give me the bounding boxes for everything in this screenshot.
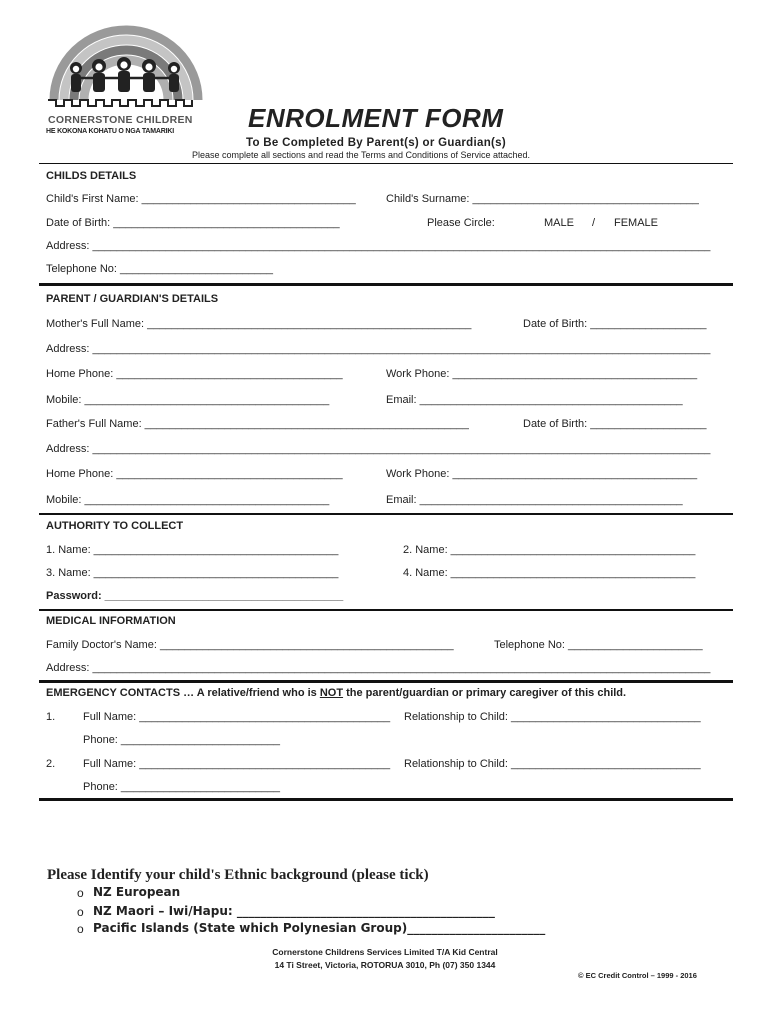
- form-title: ENROLMENT FORM: [248, 103, 504, 133]
- logo-subtitle: HE KOKONA KOHATU O NGA TAMARIKI: [46, 128, 174, 135]
- collector-1-name-field[interactable]: 1. Name: ________________________________________: [46, 544, 339, 556]
- mother-work-phone-field[interactable]: Work Phone: ________________________________________: [386, 368, 698, 380]
- footer-address: 14 Ti Street, Victoria, ROTORUA 3010, Ph (07) 350 1344: [274, 960, 496, 970]
- emergency-1-phone-field[interactable]: Phone: __________________________: [83, 734, 280, 746]
- password-field[interactable]: Password: _______________________________________: [46, 590, 344, 602]
- emergency-1-number: 1.: [46, 711, 56, 723]
- section-divider: [39, 513, 733, 515]
- child-telephone-field[interactable]: Telephone No: _________________________: [46, 263, 273, 275]
- mother-name-field[interactable]: Mother's Full Name: _____________________________________________________: [46, 318, 472, 330]
- section-divider: [39, 680, 733, 683]
- ethnic-checkbox-pacific-islands[interactable]: o: [77, 922, 84, 936]
- section-divider: [39, 283, 733, 286]
- authority-heading: AUTHORITY TO COLLECT: [46, 520, 184, 532]
- emergency-1-name-field[interactable]: Full Name: _________________________________________: [83, 711, 391, 723]
- collector-4-name-field[interactable]: 4. Name: ________________________________________: [403, 567, 696, 579]
- mother-mobile-field[interactable]: Mobile: ________________________________________: [46, 394, 330, 406]
- gender-separator: /: [592, 217, 596, 229]
- mother-home-phone-field[interactable]: Home Phone: _____________________________________: [46, 368, 343, 380]
- collector-3-name-field[interactable]: 3. Name: ________________________________________: [46, 567, 339, 579]
- childs-heading: CHILDS DETAILS: [46, 170, 137, 182]
- father-name-field[interactable]: Father's Full Name: _____________________________________________________: [46, 418, 469, 430]
- mother-dob-field[interactable]: Date of Birth: ___________________: [523, 318, 707, 330]
- emergency-heading-pre: EMERGENCY CONTACTS … A relative/friend who is: [46, 687, 320, 699]
- father-address-field[interactable]: Address: _____________________________________________________________________________________________________: [46, 443, 711, 455]
- mother-address-field[interactable]: Address: _____________________________________________________________________________________________________: [46, 343, 711, 355]
- emergency-2-name-field[interactable]: Full Name: _________________________________________: [83, 758, 391, 770]
- gender-female-option[interactable]: FEMALE: [614, 217, 659, 229]
- doctor-name-field[interactable]: Family Doctor's Name: ________________________________________________: [46, 639, 454, 651]
- mother-email-field[interactable]: Email: ___________________________________________: [386, 394, 683, 406]
- father-mobile-field[interactable]: Mobile: ________________________________________: [46, 494, 330, 506]
- form-subtitle: To Be Completed By Parent(s) or Guardian(s): [246, 137, 506, 149]
- footer-copyright: © EC Credit Control – 1999 - 2016: [578, 971, 697, 980]
- emergency-heading: [46, 687, 626, 699]
- child-dob-field[interactable]: Date of Birth: _____________________________________: [46, 217, 340, 229]
- section-divider: [39, 163, 733, 164]
- child-surname-field[interactable]: Child's Surname: _____________________________________: [386, 193, 699, 205]
- doctor-telephone-field[interactable]: Telephone No: ______________________: [494, 639, 703, 651]
- child-address-field[interactable]: Address: _____________________________________________________________________________________________________: [46, 240, 711, 252]
- emergency-heading-not: NOT: [319, 687, 344, 699]
- emergency-heading-post: the parent/guardian or primary caregiver of this child.: [343, 687, 627, 699]
- emergency-1-relationship-field[interactable]: Relationship to Child: _______________________________: [404, 711, 701, 723]
- section-divider: [39, 798, 733, 801]
- cornerstone-logo: [44, 18, 209, 140]
- gender-male-option[interactable]: MALE: [544, 217, 574, 229]
- ethnic-checkbox-nz-european[interactable]: o: [77, 886, 84, 900]
- father-work-phone-field[interactable]: Work Phone: ________________________________________: [386, 468, 698, 480]
- ethnic-option-nz-european: NZ European: [93, 885, 181, 899]
- form-instruction: Please complete all sections and read the Terms and Conditions of Service attached.: [192, 150, 531, 160]
- emergency-2-number: 2.: [46, 758, 56, 770]
- father-dob-field[interactable]: Date of Birth: ___________________: [523, 418, 707, 430]
- child-first-name-field[interactable]: Child's First Name: ___________________________________: [46, 193, 356, 205]
- ethnic-option-nz-maori: NZ Maori – Iwi/Hapu: ___________________________________________: [93, 904, 495, 918]
- father-email-field[interactable]: Email: ___________________________________________: [386, 494, 683, 506]
- please-circle-label: Please Circle:: [427, 217, 495, 229]
- collector-2-name-field[interactable]: 2. Name: ________________________________________: [403, 544, 696, 556]
- medical-heading: MEDICAL INFORMATION: [46, 615, 176, 627]
- section-divider: [39, 609, 733, 611]
- ethnic-heading: Please Identify your child's Ethnic background (please tick): [47, 867, 429, 883]
- emergency-2-phone-field[interactable]: Phone: __________________________: [83, 781, 280, 793]
- parent-heading: PARENT / GUARDIAN'S DETAILS: [46, 293, 219, 305]
- footer-company: Cornerstone Childrens Services Limited T/A Kid Central: [272, 947, 498, 957]
- logo-name: CORNERSTONE CHILDREN: [48, 114, 193, 126]
- emergency-2-relationship-field[interactable]: Relationship to Child: _______________________________: [404, 758, 701, 770]
- doctor-address-field[interactable]: Address: _____________________________________________________________________________________________________: [46, 662, 711, 674]
- father-home-phone-field[interactable]: Home Phone: _____________________________________: [46, 468, 343, 480]
- ethnic-checkbox-nz-maori[interactable]: o: [77, 905, 84, 919]
- ethnic-option-pacific-islands: Pacific Islands (State which Polynesian Group)_______________________: [93, 921, 546, 935]
